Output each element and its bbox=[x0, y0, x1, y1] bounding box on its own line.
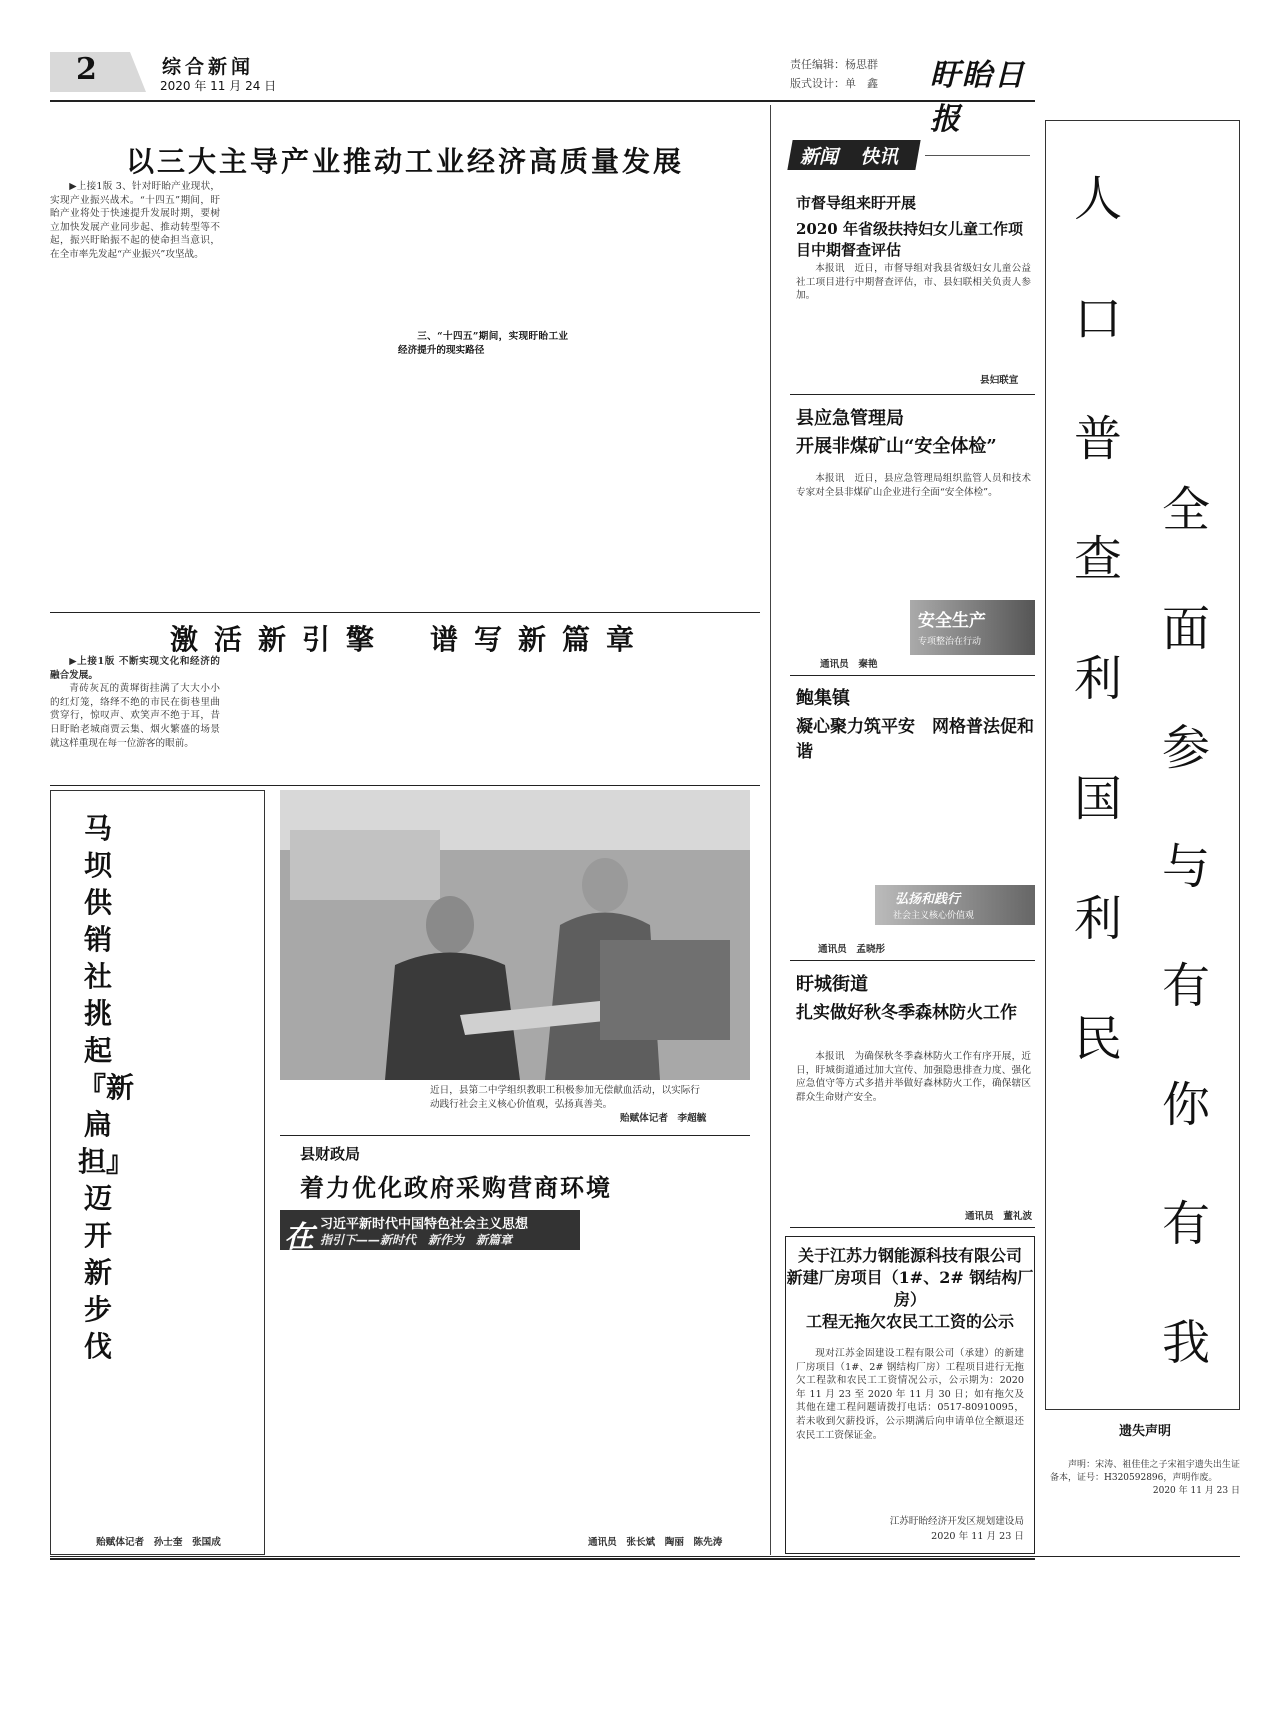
news-flash-badge-a: 新闻 bbox=[800, 146, 839, 168]
values-image bbox=[875, 885, 1035, 925]
flash2-credit: 通讯员 秦艳 bbox=[820, 659, 878, 670]
lost-notice bbox=[1050, 1420, 1240, 1554]
lost-notice-date: 2020 年 11 月 23 日 bbox=[1152, 1486, 1240, 1496]
page-number-block bbox=[50, 48, 146, 96]
notice-headline-3: 工程无拖欠农民工工资的公示 bbox=[805, 1312, 1014, 1331]
article2-lead: ▶上接1版 不断实现文化和经济的融合发展。 bbox=[50, 656, 220, 681]
flash2-rule bbox=[790, 675, 1035, 676]
flash1-body bbox=[796, 262, 1031, 372]
safety-image-subtext: 专项整治在行动 bbox=[918, 637, 982, 647]
flash3-kicker: 鲍集镇 bbox=[796, 688, 850, 709]
article2-headline-b: 谱写新篇章 bbox=[430, 623, 651, 656]
procurement-headline: 着力优化政府采购营商环境 bbox=[300, 1173, 612, 1202]
article2-headline-a: 激活新引擎 bbox=[170, 623, 391, 656]
flash1-headline: 2020 年省级扶持妇女儿童工作项目中期督查评估 bbox=[796, 220, 1023, 259]
flash3-rule bbox=[790, 960, 1035, 961]
news-column-divider bbox=[770, 105, 771, 1555]
left-bottom-rule bbox=[50, 1558, 1035, 1560]
flash1-credit: 县妇联宣 bbox=[980, 375, 1019, 386]
article1-col1 bbox=[50, 180, 220, 610]
article1-bottom-rule bbox=[50, 612, 760, 613]
article2-bottom-rule bbox=[50, 785, 760, 786]
wage-notice bbox=[785, 1236, 1035, 1554]
procurement-credit: 通讯员 张长斌 陶丽 陈先涛 bbox=[588, 1537, 723, 1548]
editor-credit: 责任编辑：杨思群 bbox=[790, 58, 878, 71]
article1-lead: ▶上接1版 3、针对盱眙产业现状，实现产业振兴战术。“十四五”期间，盱眙产业将处于快速提升发展时期，要树立加快发展产业同步起、推动转型等不起，振兴盱眙振不起的使命担当意识，在全市率先发起“产业振兴”攻坚战。 bbox=[50, 181, 220, 260]
flash4-p1: 本报讯 为确保秋冬季森林防火工作有序开展，近日，盱城街道通过加大宣传、加强隐患排查力度、强化应急值守等方式多措并举做好森林防火工作，确保辖区群众生命财产安全。 bbox=[796, 1051, 1031, 1103]
flash3-credit: 通讯员 孟晓彤 bbox=[818, 944, 886, 955]
notice-headline-1: 关于江苏力钢能源科技有限公司 bbox=[797, 1246, 1022, 1265]
banner-line1: 习近平新时代中国特色社会主义思想 bbox=[320, 1217, 529, 1232]
flash4-headline: 扎实做好秋冬季森林防火工作 bbox=[796, 1003, 1017, 1023]
page-number: 2 bbox=[76, 52, 97, 87]
column-article-headline: 马坝供销社挑起『新扁担』迈开新步伐 bbox=[78, 812, 135, 1363]
flash4-body bbox=[796, 1050, 1031, 1200]
section-name: 综合新闻 bbox=[162, 56, 255, 78]
page-number-shape bbox=[50, 48, 146, 96]
photo-credit: 贻赋体记者 李超毓 bbox=[620, 1113, 707, 1124]
values-image-text: 弘扬和践行 bbox=[895, 892, 961, 907]
flash1-rule bbox=[790, 394, 1035, 395]
lost-notice-title: 遗失声明 bbox=[1118, 1424, 1171, 1439]
article1-headline: 以三大主导产业推动工业经济高质量发展 bbox=[125, 145, 684, 178]
page-bottom-rule bbox=[50, 1556, 1240, 1557]
column-article-credit: 贻赋体记者 孙士奎 张国成 bbox=[96, 1537, 221, 1548]
designer-credit: 版式设计：单 鑫 bbox=[790, 77, 878, 90]
masthead bbox=[50, 48, 1035, 137]
flash1-kicker: 市督导组来盱开展 bbox=[796, 194, 917, 212]
slogan-column-a: 人口普查利国利民 bbox=[1073, 171, 1122, 1067]
photo-bottom-rule bbox=[280, 1135, 750, 1136]
issue-date: 2020 年 11 月 24 日 bbox=[160, 79, 277, 93]
safety-image bbox=[910, 600, 1035, 655]
notice-issuer: 江苏盱眙经济开发区规划建设局 bbox=[889, 1516, 1024, 1527]
flash4-rule bbox=[790, 1227, 1035, 1228]
photo-scene bbox=[280, 790, 750, 1080]
values-image-subtext: 社会主义核心价值观 bbox=[893, 911, 975, 921]
flash2-p1: 本报讯 近日，县应急管理局组织监管人员和技术专家对全县非煤矿山企业进行全面“安全体检”。 bbox=[796, 473, 1031, 498]
thought-banner bbox=[280, 1210, 580, 1255]
article1-col3 bbox=[398, 180, 568, 610]
flash2-kicker: 县应急管理局 bbox=[796, 408, 904, 429]
news-flash-badge-b: 快讯 bbox=[860, 146, 899, 168]
notice-body: 现对江苏金固建设工程有限公司（承建）的新建厂房项目（1#、2# 钢结构厂房）工程项目进行无拖欠工程款和农民工工资情况公示，公示期为：2020 年 11 月 23 至 2020 年 11 月 30 日；如有拖欠及其他在建工程问题请拨打电话：0517-80910095，若未收到欠薪投诉，公示期满后向申请单位全额退还农民工工资保证金。 bbox=[796, 1348, 1024, 1441]
banner-line2: 指引下——新时代 新作为 新篇章 bbox=[320, 1233, 513, 1247]
masthead-rule bbox=[50, 100, 1035, 102]
flash3-headline: 凝心聚力筑平安 网格普法促和谐 bbox=[796, 717, 1034, 762]
photo-caption: 近日，县第二中学组织教职工积极参加无偿献血活动，以实际行动践行社会主义核心价值观，弘扬真善美。 bbox=[430, 1085, 700, 1110]
lost-notice-body: 声明：宋涛、祖佳佳之子宋祖宇遗失出生证备本，证号：H320592896，声明作废。 bbox=[1050, 1460, 1240, 1483]
flash4-credit: 通讯员 董礼波 bbox=[965, 1211, 1033, 1222]
blood-donation-photo bbox=[280, 790, 750, 1080]
news-flash-header bbox=[790, 140, 1030, 172]
notice-date: 2020 年 11 月 23 日 bbox=[931, 1531, 1024, 1542]
paper-logo: 盱眙日报 bbox=[930, 58, 1026, 137]
article2-col1 bbox=[50, 655, 220, 785]
flash4-kicker: 盱城街道 bbox=[796, 974, 868, 995]
article2-p1: 青砖灰瓦的黄墀街挂满了大大小小的红灯笼，络绎不绝的市民在街巷里曲赏穿行，惊叹声、欢笑声不绝于耳，昔日盱眙老城商贾云集、烟火繁盛的场景就这样重现在每一位游客的眼前。 bbox=[50, 683, 220, 749]
flash2-headline: 开展非煤矿山“安全体检” bbox=[796, 436, 997, 457]
safety-image-text: 安全生产 bbox=[918, 611, 986, 631]
article1-subheading: 三、“十四五”期间，实现盱眙工业经济提升的现实路径 bbox=[398, 331, 568, 356]
banner-char: 在 bbox=[284, 1220, 314, 1255]
flash1-p1: 本报讯 近日，市督导组对我县省级妇女儿童公益社工项目进行中期督查评估，市、县妇联相关负责人参加。 bbox=[796, 263, 1031, 302]
news-flash-header-rule bbox=[925, 155, 1030, 156]
procurement-kicker: 县财政局 bbox=[300, 1145, 361, 1163]
slogan-column-b: 全面参与有你有我 bbox=[1161, 482, 1210, 1371]
notice-headline-2: 新建厂房项目（1#、2# 钢结构厂房） bbox=[786, 1268, 1034, 1309]
right-banner bbox=[1045, 120, 1240, 1410]
